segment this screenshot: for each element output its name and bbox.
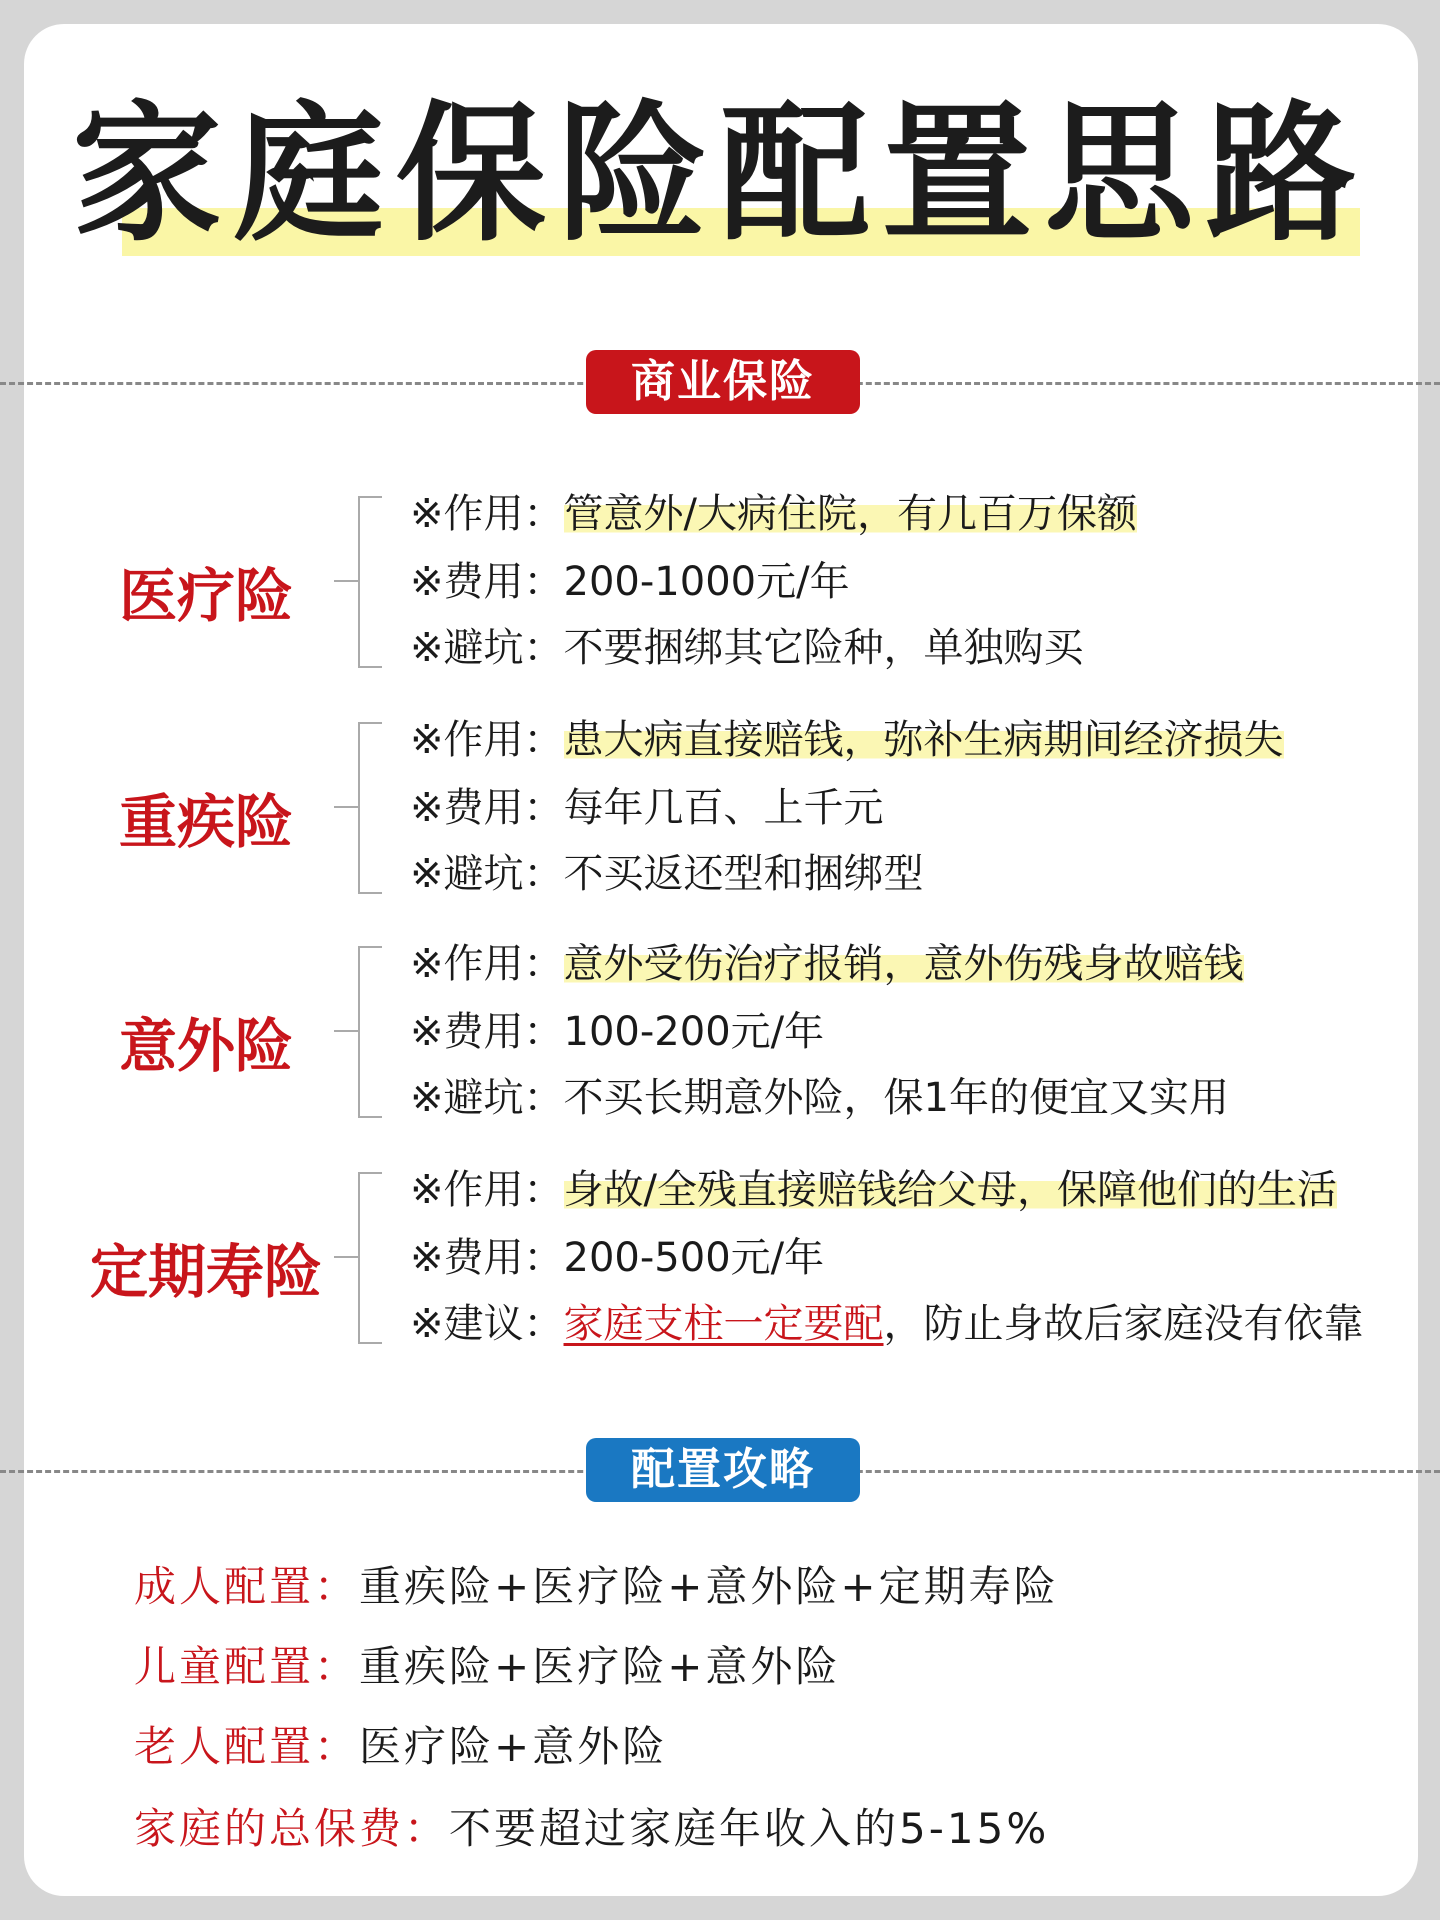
title-area (0, 90, 1440, 260)
bracket (358, 496, 382, 668)
section-badge-strategy: 配置攻略 (586, 1438, 860, 1502)
detail-line: ※作用：身故/全残直接赔钱给父母，保障他们的生活 (410, 1167, 1337, 1213)
page-title: 家庭保险配置思路 (71, 88, 1368, 262)
section-badge-commercial: 商业保险 (586, 350, 860, 414)
bracket-tick (334, 580, 358, 582)
detail-line: ※作用：意外受伤治疗报销，意外伤残身故赔钱 (410, 941, 1244, 987)
insurance-name: 医疗险 (118, 562, 293, 630)
detail-line: ※费用：每年几百、上千元 (410, 785, 884, 831)
insurance-block-accident (0, 941, 1440, 1146)
strategy-line-child: 儿童配置：重疾险+医疗险+意外险 (134, 1642, 841, 1691)
insurance-name: 意外险 (118, 1012, 293, 1080)
bracket (358, 946, 382, 1118)
detail-line: ※作用：管意外/大病住院，有几百万保额 (410, 491, 1137, 537)
detail-line: ※建议：家庭支柱一定要配，防止身故后家庭没有依靠 (410, 1301, 1364, 1347)
insurance-block-term-life (0, 1167, 1440, 1372)
insurance-block-medical (0, 491, 1440, 696)
detail-line: ※作用：患大病直接赔钱，弥补生病期间经济损失 (410, 717, 1284, 763)
bracket (358, 722, 382, 894)
strategy-line-total-premium: 家庭的总保费：不要超过家庭年收入的5-15% (134, 1804, 1050, 1853)
detail-line: ※避坑：不买返还型和捆绑型 (410, 851, 924, 897)
strategy-line-elderly: 老人配置：医疗险+意外险 (134, 1722, 668, 1771)
insurance-name: 重疾险 (118, 788, 293, 856)
insurance-block-critical-illness (0, 717, 1440, 922)
detail-line: ※避坑：不要捆绑其它险种，单独购买 (410, 625, 1084, 671)
bracket-tick (334, 1256, 358, 1258)
detail-line: ※费用：100-200元/年 (410, 1009, 825, 1055)
detail-line: ※费用：200-500元/年 (410, 1235, 825, 1281)
strategy-line-adult: 成人配置：重疾险+医疗险+意外险+定期寿险 (134, 1562, 1059, 1611)
detail-line: ※费用：200-1000元/年 (410, 559, 850, 605)
bracket-tick (334, 806, 358, 808)
detail-line: ※避坑：不买长期意外险，保1年的便宜又实用 (410, 1075, 1229, 1121)
bracket-tick (334, 1030, 358, 1032)
recommendation-emphasis: 家庭支柱一定要配 (563, 1301, 884, 1347)
insurance-name: 定期寿险 (89, 1238, 322, 1306)
bracket (358, 1172, 382, 1344)
